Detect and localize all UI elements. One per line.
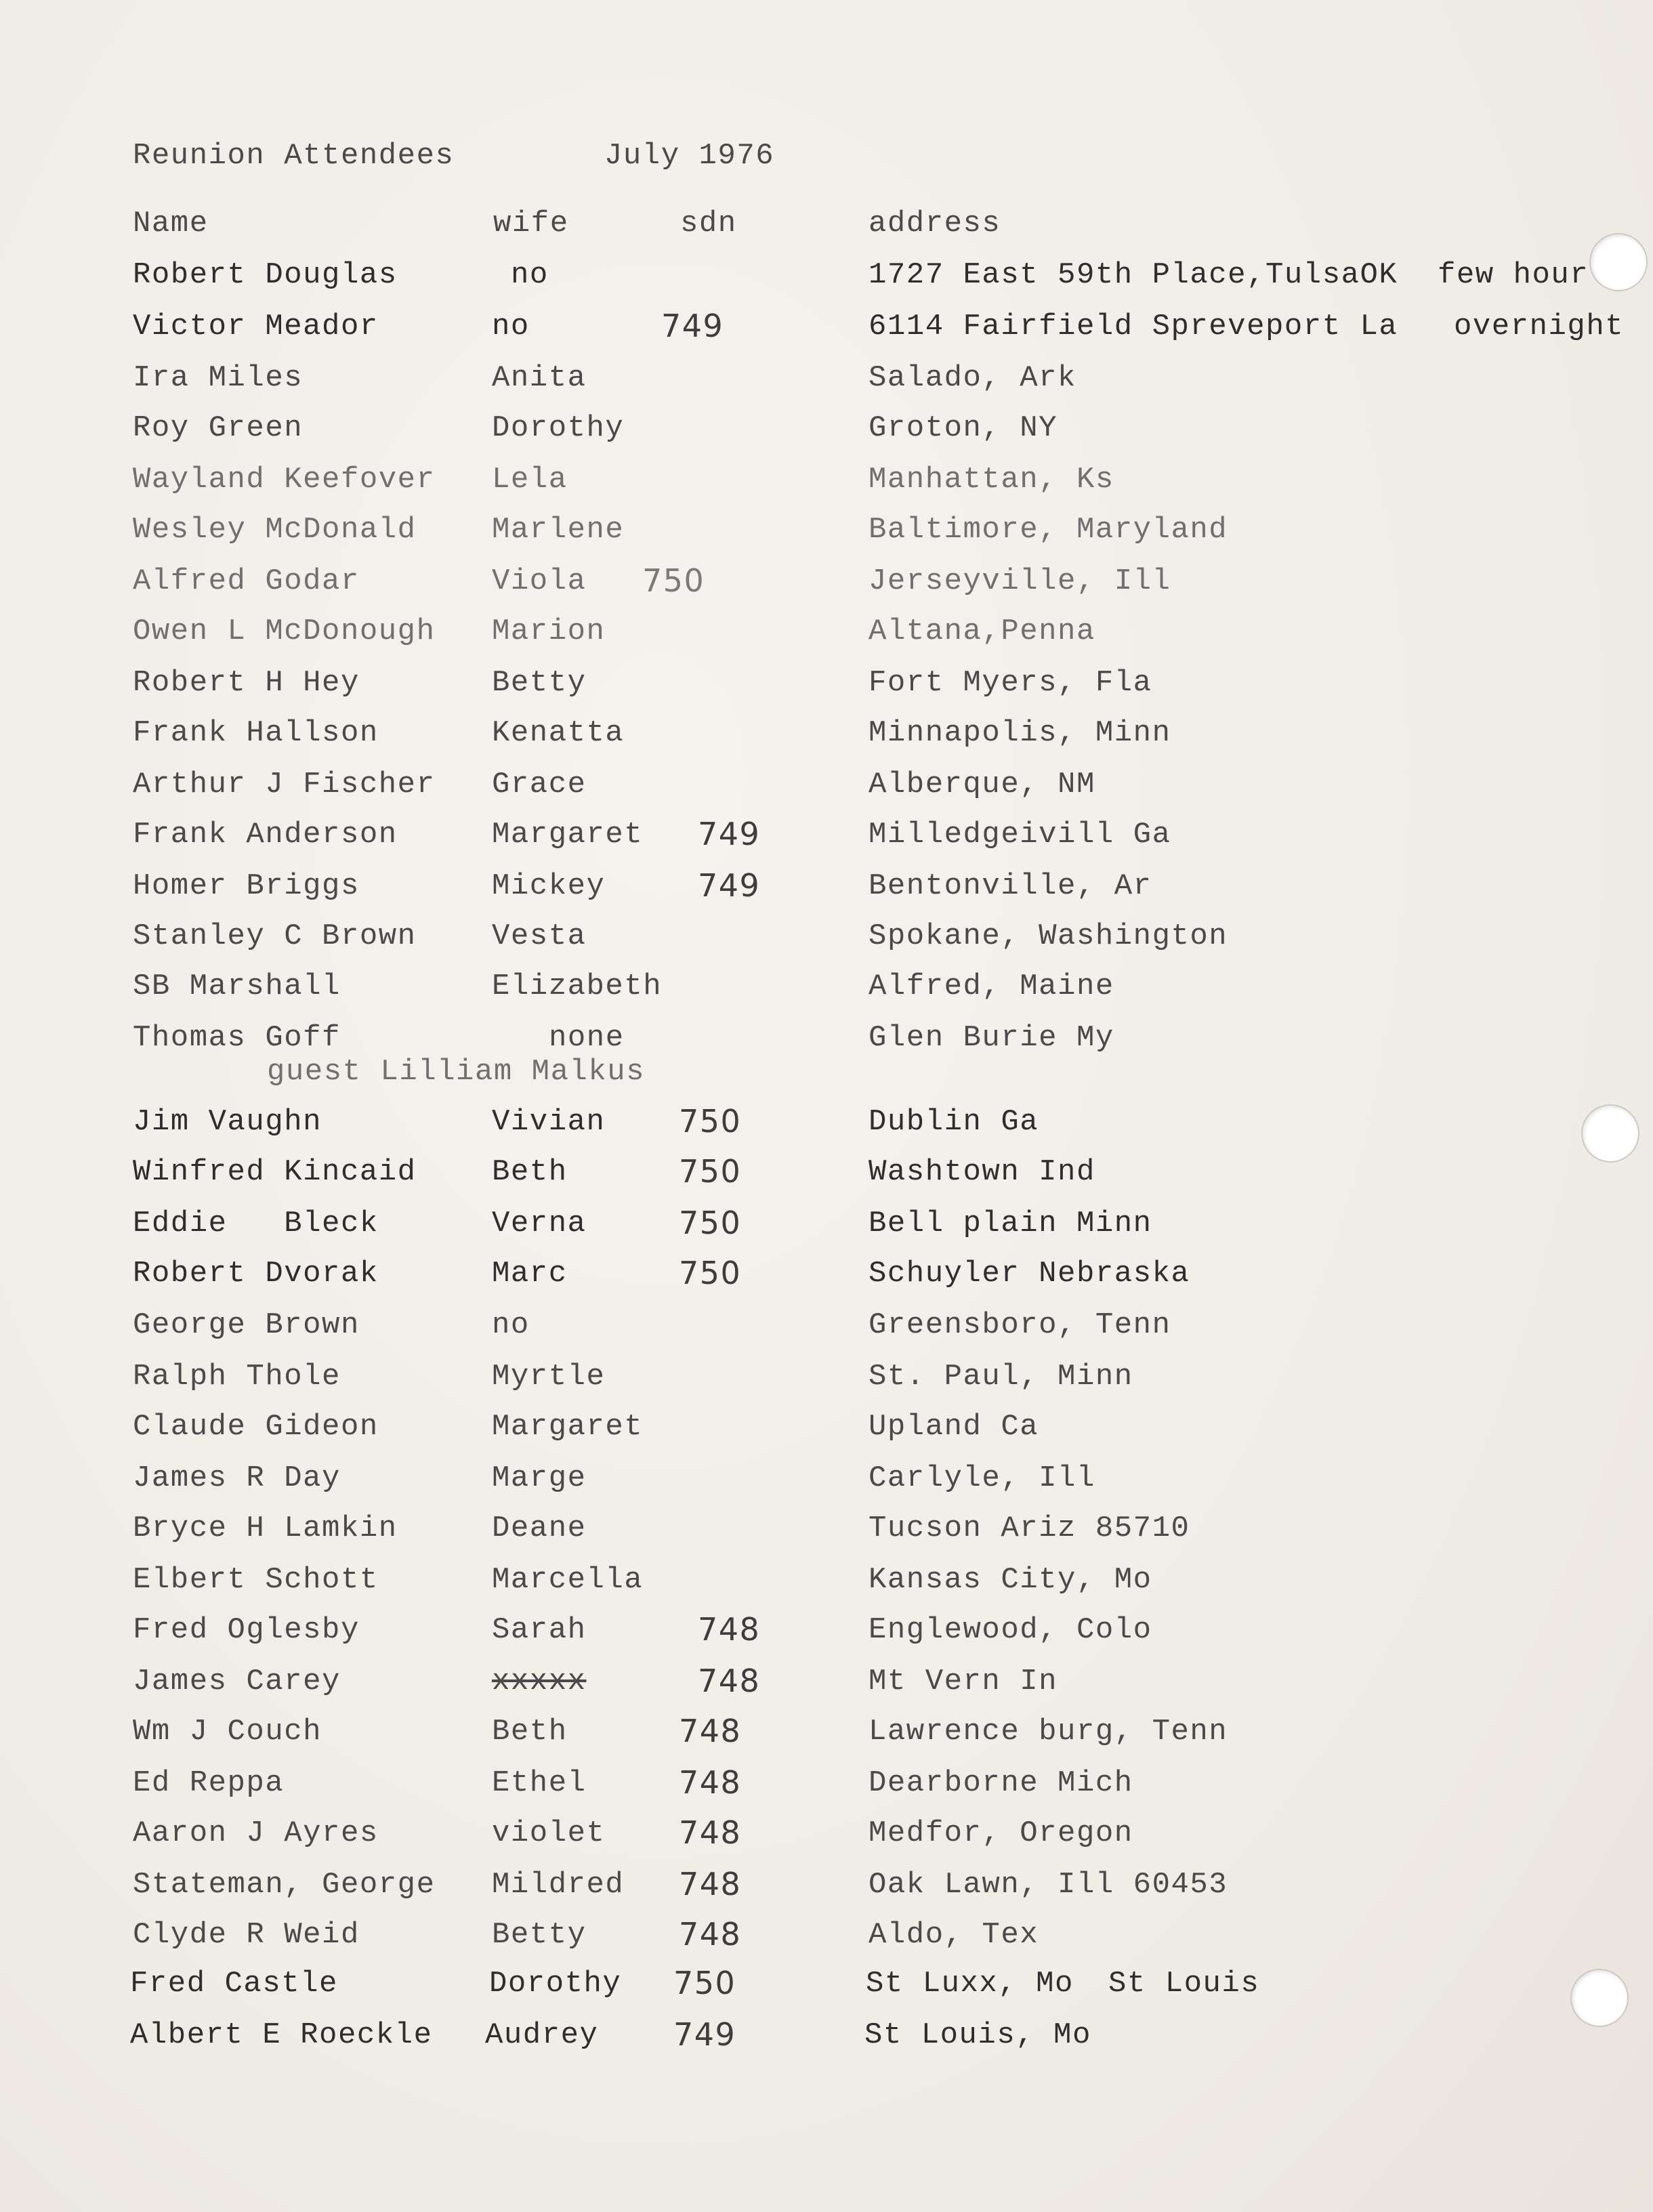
row-sdn: 749 bbox=[698, 816, 761, 852]
row-address: Baltimore, Maryland bbox=[869, 513, 1228, 547]
row-wife: Elizabeth bbox=[492, 969, 663, 1003]
row-name: Robert Dvorak bbox=[133, 1257, 379, 1291]
row-wife: Dorothy bbox=[492, 411, 625, 445]
column-header-name: Name bbox=[133, 207, 209, 241]
row-name: Robert H Hey bbox=[133, 666, 360, 700]
row-note: St Louis bbox=[1108, 1967, 1260, 2001]
row-address: Greensboro, Tenn bbox=[869, 1308, 1171, 1342]
row-sdn: 748 bbox=[679, 1866, 742, 1902]
row-wife: Kenatta bbox=[492, 716, 625, 750]
row-sdn: 750 bbox=[673, 1965, 736, 2001]
row-wife: Margaret bbox=[492, 818, 644, 852]
column-header-wife: wife bbox=[493, 207, 569, 241]
row-address: Dublin Ga bbox=[869, 1105, 1039, 1139]
row-name: Thomas Goff bbox=[133, 1021, 341, 1055]
row-name: Stateman, George bbox=[133, 1868, 436, 1902]
row-address: Tucson Ariz 85710 bbox=[869, 1511, 1190, 1545]
row-wife: Vesta bbox=[492, 919, 587, 953]
row-address: St Luxx, Mo bbox=[866, 1967, 1074, 2001]
row-address: Altana,Penna bbox=[869, 614, 1095, 648]
row-wife: Myrtle bbox=[492, 1360, 606, 1394]
row-name: George Brown bbox=[133, 1308, 360, 1342]
row-name: Albert E Roeckle bbox=[130, 2018, 433, 2052]
row-name: Fred Oglesby bbox=[133, 1613, 360, 1647]
row-sdn: 750 bbox=[679, 1103, 742, 1140]
row-sdn: 748 bbox=[679, 1814, 742, 1851]
row-name: Frank Hallson bbox=[133, 716, 379, 750]
row-sdn: 748 bbox=[698, 1663, 761, 1699]
row-wife: Marlene bbox=[492, 513, 625, 547]
row-sdn: 748 bbox=[679, 1713, 742, 1749]
document-title: Reunion Attendees bbox=[133, 139, 455, 173]
row-address: Aldo, Tex bbox=[869, 1918, 1039, 1952]
row-wife: Viola bbox=[492, 564, 587, 598]
row-address: Spokane, Washington bbox=[869, 919, 1228, 953]
row-name: Frank Anderson bbox=[133, 818, 398, 852]
row-address: Minnapolis, Minn bbox=[869, 716, 1171, 750]
row-address: Carlyle, Ill bbox=[869, 1461, 1095, 1495]
row-sdn: 750 bbox=[679, 1255, 742, 1291]
row-address: Manhattan, Ks bbox=[869, 463, 1114, 497]
row-wife: Lela bbox=[492, 463, 568, 497]
row-name: Alfred Godar bbox=[133, 564, 360, 598]
row-address: Oak Lawn, Ill 60453 bbox=[869, 1868, 1228, 1902]
row-address: 1727 East 59th Place,TulsaOK bbox=[869, 258, 1398, 292]
row-wife: Mickey bbox=[492, 869, 606, 903]
row-name: Wesley McDonald bbox=[133, 513, 417, 547]
row-wife: Marcella bbox=[492, 1563, 644, 1597]
punch-hole-top bbox=[1589, 233, 1648, 291]
row-name: Homer Briggs bbox=[133, 869, 360, 903]
row-name: Victor Meador bbox=[133, 310, 379, 343]
row-address: Groton, NY bbox=[869, 411, 1058, 445]
row-name: Roy Green bbox=[133, 411, 304, 445]
punch-hole-bottom bbox=[1570, 1969, 1629, 2027]
guest-line: guest Lilliam Malkus bbox=[267, 1055, 646, 1089]
row-address: Schuyler Nebraska bbox=[869, 1257, 1190, 1291]
row-note: few hour bbox=[1438, 258, 1589, 292]
row-name: James Carey bbox=[133, 1665, 341, 1698]
row-address: Dearborne Mich bbox=[869, 1766, 1133, 1800]
row-name: Bryce H Lamkin bbox=[133, 1511, 398, 1545]
row-wife: Vivian bbox=[492, 1105, 606, 1139]
row-name: Owen L McDonough bbox=[133, 614, 436, 648]
row-wife: Dorothy bbox=[489, 1967, 622, 2001]
row-wife: Beth bbox=[492, 1715, 568, 1749]
row-wife-struck: xxxxx bbox=[492, 1665, 587, 1698]
row-address: Washtown Ind bbox=[869, 1155, 1095, 1189]
row-wife: Marion bbox=[492, 614, 606, 648]
row-wife: Margaret bbox=[492, 1410, 644, 1444]
row-sdn: 748 bbox=[679, 1764, 742, 1801]
row-name: James R Day bbox=[133, 1461, 341, 1495]
row-wife: Beth bbox=[492, 1155, 568, 1189]
row-name: Arthur J Fischer bbox=[133, 768, 436, 801]
column-header-sdn: sdn bbox=[680, 207, 737, 241]
row-wife: Betty bbox=[492, 1918, 587, 1952]
row-wife: Marc bbox=[492, 1257, 568, 1291]
row-wife: Betty bbox=[492, 666, 587, 700]
row-sdn: 749 bbox=[673, 2016, 736, 2053]
row-wife: Grace bbox=[492, 768, 587, 801]
row-wife: none bbox=[549, 1021, 625, 1055]
row-name: Aaron J Ayres bbox=[133, 1816, 379, 1850]
row-name: Wayland Keefover bbox=[133, 463, 436, 497]
row-wife: Mildred bbox=[492, 1868, 625, 1902]
row-wife: no bbox=[492, 1308, 530, 1342]
row-name: Fred Castle bbox=[130, 1967, 338, 2001]
row-address: Lawrence burg, Tenn bbox=[869, 1715, 1228, 1749]
row-address: Jerseyville, Ill bbox=[869, 564, 1171, 598]
row-name: Robert Douglas bbox=[133, 258, 398, 292]
row-address: Salado, Ark bbox=[869, 361, 1076, 395]
row-wife: Ethel bbox=[492, 1766, 587, 1800]
row-address: Upland Ca bbox=[869, 1410, 1039, 1444]
row-sdn: 749 bbox=[661, 308, 724, 344]
row-address: Glen Burie My bbox=[869, 1021, 1114, 1055]
document-date: July 1976 bbox=[604, 139, 775, 173]
column-header-address: address bbox=[869, 207, 1001, 241]
row-wife: no bbox=[511, 258, 549, 292]
row-name: Winfred Kincaid bbox=[133, 1155, 417, 1189]
row-sdn: 748 bbox=[679, 1916, 742, 1953]
row-wife: Audrey bbox=[485, 2018, 599, 2052]
row-address: Fort Myers, Fla bbox=[869, 666, 1152, 700]
row-sdn: 750 bbox=[642, 562, 705, 599]
row-address: Mt Vern In bbox=[869, 1665, 1058, 1698]
row-address: Milledgeivill Ga bbox=[869, 818, 1171, 852]
row-wife: Verna bbox=[492, 1207, 587, 1240]
row-address: Kansas City, Mo bbox=[869, 1563, 1152, 1597]
row-address: Alberque, NM bbox=[869, 768, 1095, 801]
row-wife: no bbox=[492, 310, 530, 343]
row-wife: violet bbox=[492, 1816, 606, 1850]
row-address: Bentonville, Ar bbox=[869, 869, 1152, 903]
row-address: Bell plain Minn bbox=[869, 1207, 1152, 1240]
row-address: St Louis, Mo bbox=[864, 2018, 1091, 2052]
row-wife: Marge bbox=[492, 1461, 587, 1495]
row-name: Ed Reppa bbox=[133, 1766, 285, 1800]
punch-hole-middle bbox=[1581, 1104, 1639, 1163]
row-name: Wm J Couch bbox=[133, 1715, 322, 1749]
row-sdn: 750 bbox=[679, 1153, 742, 1190]
row-name: Claude Gideon bbox=[133, 1410, 379, 1444]
row-address: St. Paul, Minn bbox=[869, 1360, 1133, 1394]
row-name: Eddie Bleck bbox=[133, 1207, 379, 1240]
row-sdn: 749 bbox=[698, 867, 761, 904]
row-address: 6114 Fairfield Spreveport La bbox=[869, 310, 1398, 343]
row-address: Medfor, Oregon bbox=[869, 1816, 1133, 1850]
row-address: Alfred, Maine bbox=[869, 969, 1114, 1003]
row-note: overnight bbox=[1454, 310, 1625, 343]
row-address: Englewood, Colo bbox=[869, 1613, 1152, 1647]
row-sdn: 750 bbox=[679, 1205, 742, 1241]
row-name: Clyde R Weid bbox=[133, 1918, 360, 1952]
row-name: Jim Vaughn bbox=[133, 1105, 322, 1139]
row-wife: Anita bbox=[492, 361, 587, 395]
row-name: SB Marshall bbox=[133, 969, 341, 1003]
row-wife: Sarah bbox=[492, 1613, 587, 1647]
row-name: Ralph Thole bbox=[133, 1360, 341, 1394]
row-sdn: 748 bbox=[698, 1611, 761, 1648]
row-name: Stanley C Brown bbox=[133, 919, 417, 953]
row-name: Ira Miles bbox=[133, 361, 304, 395]
row-wife: Deane bbox=[492, 1511, 587, 1545]
row-name: Elbert Schott bbox=[133, 1563, 379, 1597]
